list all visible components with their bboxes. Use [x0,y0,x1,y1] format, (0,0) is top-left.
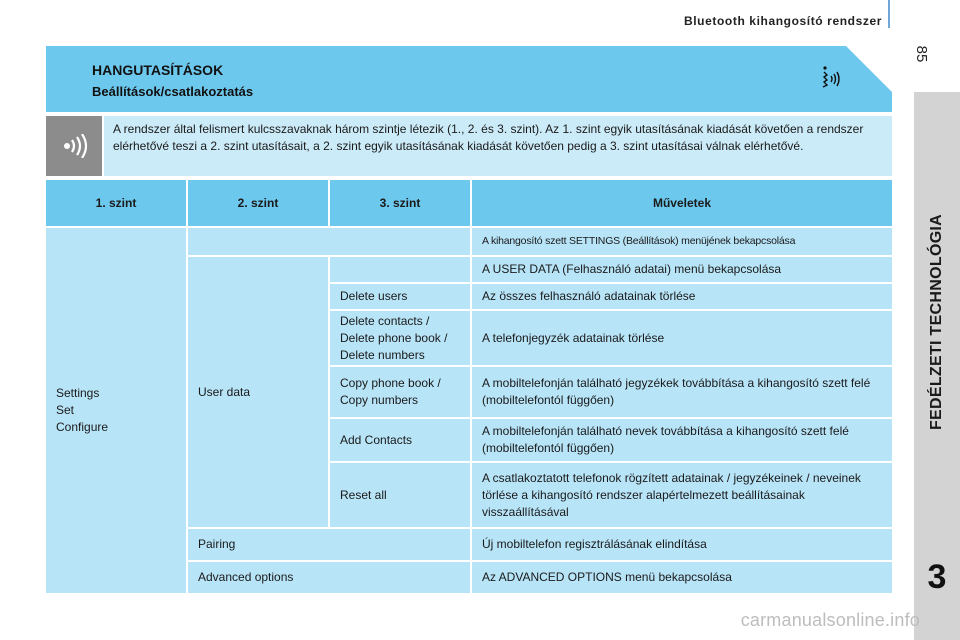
sound-wave-icon [60,134,90,158]
table-header-text: 1. szint [95,195,137,210]
table-header-level3 [330,180,470,226]
level2-command: User data [198,384,251,399]
watermark: carmanualsonline.info [740,610,920,630]
header-rule [888,0,890,28]
chapter-side-title [914,92,960,552]
chapter-number: 3 [927,558,947,596]
table-header-text: 3. szint [379,195,421,210]
root-action-text: A kihangosító szett SETTINGS (Beállítások) menüjének bekapcsolása [482,235,796,247]
user-data-action-cell [472,257,892,282]
level3-cell [330,463,470,527]
intro-paragraph: A rendszer által felismert kulcsszavaknak három szintje létezik (1., 2. és 3. szint). Az 1. szint egyik utasításának kiadását követően a rendszer elérhetővé teszi a 2. szint utasításait, a 2. szint egyik utasításának kiadását követően pedig a 3. szint utasításai válnak elérhetővé. [113,122,864,153]
page-number: 85 [913,45,930,63]
page-header: Bluetooth kihangosító rendszer [683,14,882,28]
voice-command-icon [816,64,846,92]
level3-cell [330,284,470,309]
table-header-text: 2. szint [237,195,279,210]
chapter-title-text: FEDÉLZETI TECHNOLÓGIA [928,213,946,431]
action-cell [472,419,892,461]
action-text: Új mobiltelefon regisztrálásának elindítása [482,537,707,551]
action-text: A mobiltelefonján található nevek továbbítása a kihangosító szett felé (mobiltelefontól függően) [482,424,849,455]
action-text: Az összes felhasználó adatainak törlése [482,289,696,303]
section-title-box [46,46,892,112]
action-cell [472,311,892,365]
action-cell [472,529,892,560]
action-cell [472,284,892,309]
action-text: A telefonjegyzék adatainak törlése [482,330,665,345]
root-empty-cell [188,228,470,255]
level3-command: Delete contacts / [340,313,430,328]
section-subtitle: Beállítások/csatlakoztatás [92,84,254,99]
action-text: Az ADVANCED OPTIONS menü bekapcsolása [482,570,732,584]
table-header-actions [472,180,892,226]
action-text: A csatlakoztatott telefonok rögzített adatainak / jegyzékeinek / neveinek törlése a kihangosító rendszer alapértelmezett beállításainak visszaállításával [482,470,861,519]
action-cell [472,463,892,527]
action-cell [472,367,892,417]
user-data-empty-cell [330,257,470,282]
level1-command: Configure [56,420,109,434]
level3-command: Add Contacts [340,432,413,447]
root-action-cell [472,228,892,255]
level3-cell [330,419,470,461]
table-header-level1 [46,180,186,226]
level2-user-data-cell [188,257,328,527]
table-header-level2 [188,180,328,226]
level1-cell [46,228,186,593]
level2-command: Advanced options [198,570,294,584]
level2-command: Pairing [198,537,236,551]
level3-cell [330,367,470,417]
section-title: HANGUTASÍTÁSOK [92,62,224,78]
action-text: A mobiltelefonján található jegyzékek továbbítása a kihangosító szett felé (mobiltelefontól függően) [482,376,871,407]
voice-command-table [46,180,892,593]
level3-command: Delete numbers [340,347,425,362]
level1-command: Settings [56,386,100,400]
level3-command: Copy phone book / [340,376,441,390]
level3-command: Copy numbers [340,393,419,407]
action-cell [472,562,892,593]
table-header-text: Műveletek [652,195,712,210]
level3-cell [330,311,470,365]
level2-pairing-cell [188,529,470,560]
level3-command: Delete phone book / [340,330,448,345]
level3-command: Reset all [340,487,387,502]
intro-icon-box [46,116,102,176]
level2-advanced-cell [188,562,470,593]
level1-command: Set [56,403,75,417]
level3-command: Delete users [340,289,408,303]
action-text: A USER DATA (Felhasználó adatai) menü bekapcsolása [482,262,782,276]
